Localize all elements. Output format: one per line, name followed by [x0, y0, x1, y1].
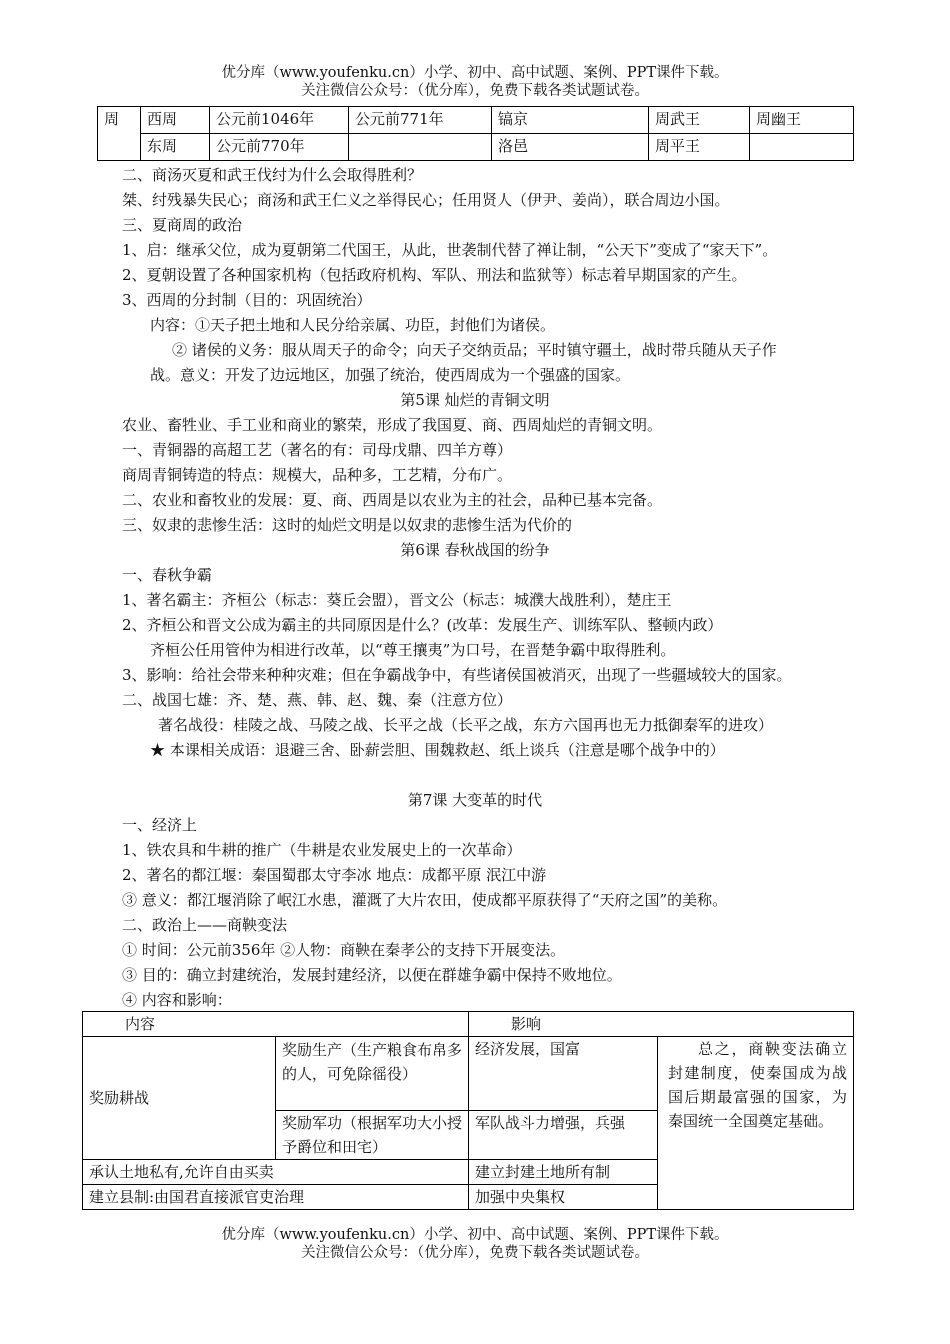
content-cell: 承认土地私有,允许自由买卖: [83, 1160, 469, 1185]
body-line: 齐桓公任用管仲为相进行改革，以“尊王攘夷”为口号，在晋楚争霸中取得胜利。: [150, 641, 676, 659]
start-cell: 公元前1046年: [210, 107, 349, 134]
section-heading: 二、政治上——商鞅变法: [122, 916, 288, 934]
lesson-title: 第5课 灿烂的青铜文明: [400, 391, 550, 409]
lesson-title: 第7课 大变革的时代: [407, 791, 543, 809]
founder-cell: 周武王: [649, 107, 750, 134]
capital-cell: 镐京: [492, 107, 649, 134]
end-cell: [349, 134, 492, 161]
body-line: 3、西周的分封制（目的：巩固统治）: [122, 291, 372, 309]
body-line: ③ 意义：都江堰消除了岷江水患，灌溉了大片农田，使成都平原获得了“天府之国”的美称。: [122, 891, 728, 909]
body-line: ③ 目的：确立封建统治，发展封建经济，以便在群雄争霸中保持不败地位。: [122, 966, 622, 984]
section-heading: 三、夏商周的政治: [122, 216, 243, 234]
summary-cell: 总之，商鞅变法确立封建制度，使秦国成为战国后期最富强的国家，为秦国统一全国奠定基础。: [658, 1037, 854, 1210]
dynasty-cell: 周: [98, 107, 141, 161]
body-line: ① 时间：公元前356年 ②人物：商鞅在秦孝公的支持下开展变法。: [122, 941, 566, 959]
end-cell: 公元前771年: [349, 107, 492, 134]
group-cell: 奖励耕战: [83, 1037, 276, 1160]
body-line: 桀、纣残暴失民心；商汤和武王仁义之举得民心；任用贤人（伊尹、姜尚），联合周边小国。: [122, 191, 730, 209]
body-line: 农业、畜牲业、手工业和商业的繁荣，形成了我国夏、商、西周灿烂的青铜文明。: [122, 416, 663, 434]
body-line: 一、青铜器的高超工艺（著名的有：司母戊鼎、四羊方尊）: [122, 441, 513, 459]
section-heading: 一、经济上: [122, 816, 198, 834]
table-row: [98, 107, 854, 134]
start-cell: 公元前770年: [210, 134, 349, 161]
page-header-line2: 关注微信公众号：（优分库），免费下载各类试题试卷。: [301, 83, 649, 99]
body-line: ② 诸侯的义务：服从周天子的命令；向天子交纳贡品；平时镇守疆土，战时带兵随从天子作: [172, 341, 777, 359]
body-line: 内容：①天子把土地和人民分给亲属、功臣，封他们为诸侯。: [150, 316, 556, 334]
impact-cell: 军队战斗力增强，兵强: [469, 1111, 658, 1160]
impact-cell: 加强中央集权: [469, 1185, 658, 1210]
page-footer-line2: 关注微信公众号：（优分库），免费下载各类试题试卷。: [301, 1245, 649, 1261]
page-footer-line1: 优分库（www.youfenku.cn）小学、初中、高中试题、案例、PPT课件下载。: [221, 1227, 729, 1243]
table-row: [83, 1037, 854, 1111]
body-line: 三、奴隶的悲惨生活：这时的灿烂文明是以奴隶的悲惨生活为代价的: [122, 516, 573, 534]
body-line: 2、著名的都江堰：秦国蜀郡太守李冰 地点：成都平原 泯江中游: [122, 866, 547, 884]
body-line: 战。意义：开发了边远地区，加强了统治，使西周成为一个强盛的国家。: [150, 366, 631, 384]
header-impact: 影响: [469, 1012, 854, 1037]
body-line: 1、启：继承父位，成为夏朝第二代国王，从此，世袭制代替了禅让制，“公天下”变成了“家天下”。: [122, 241, 778, 259]
body-line: 二、商汤灭夏和武王伐纣为什么会取得胜利？: [122, 166, 423, 184]
body-line: 1、铁农具和牛耕的推广（牛耕是农业发展史上的一次革命）: [122, 841, 522, 859]
last-king-cell: [750, 134, 854, 161]
content-cell: 建立县制:由国君直接派官吏治理: [83, 1185, 469, 1210]
period-cell: 东周: [141, 134, 210, 161]
body-line: 商周青铜铸造的特点：规模大，品种多，工艺精，分布广。: [122, 466, 513, 484]
item-cell: 奖励生产（生产粮食布帛多的人，可免除徭役）: [276, 1037, 469, 1111]
lesson-title: 第6课 春秋战国的纷争: [400, 541, 550, 559]
body-line: 著名战役：桂陵之战、马陵之战、长平之战（长平之战，东方六国再也无力抵御秦军的进攻）: [158, 716, 774, 734]
section-heading: 一、春秋争霸: [122, 566, 213, 584]
body-line: 1、著名霸主：齐桓公（标志：葵丘会盟），晋文公（标志：城濮大战胜利），楚庄王: [122, 591, 672, 609]
last-king-cell: 周幽王: [750, 107, 854, 134]
table-row: [83, 1012, 854, 1037]
founder-cell: 周平王: [649, 134, 750, 161]
item-cell: 奖励军功（根据军功大小授予爵位和田宅）: [276, 1111, 469, 1160]
table-row: [98, 134, 854, 161]
capital-cell: 洛邑: [492, 134, 649, 161]
body-line: 3、影响：给社会带来种种灾难；但在争霸战争中，有些诸侯国被消灭，出现了一些疆域较大的国家。: [122, 666, 792, 684]
body-line: ④ 内容和影响：: [122, 991, 232, 1009]
reform-table: [82, 1011, 854, 1210]
header-content: 内容: [83, 1012, 469, 1037]
body-line: ★ 本课相关成语：退避三舍、卧薪尝胆、围魏救赵、纸上谈兵（注意是哪个战争中的）: [150, 741, 725, 759]
page-header-line1: 优分库（www.youfenku.cn）小学、初中、高中试题、案例、PPT课件下载。: [221, 65, 729, 81]
body-line: 2、齐桓公和晋文公成为霸主的共同原因是什么？(改革：发展生产、训练军队、整顿内政）: [122, 616, 723, 634]
impact-cell: 建立封建土地所有制: [469, 1160, 658, 1185]
dynasty-table: [97, 106, 854, 161]
impact-cell: 经济发展，国富: [469, 1037, 658, 1111]
body-line: 2、夏朝设置了各种国家机构（包括政府机构、军队、刑法和监狱等）标志着早期国家的产生。: [122, 266, 747, 284]
body-line: 二、农业和畜牧业的发展：夏、商、西周是以农业为主的社会，品种已基本完备。: [122, 491, 663, 509]
section-heading: 二、战国七雄：齐、楚、燕、韩、赵、魏、秦（注意方位）: [122, 691, 513, 709]
period-cell: 西周: [141, 107, 210, 134]
